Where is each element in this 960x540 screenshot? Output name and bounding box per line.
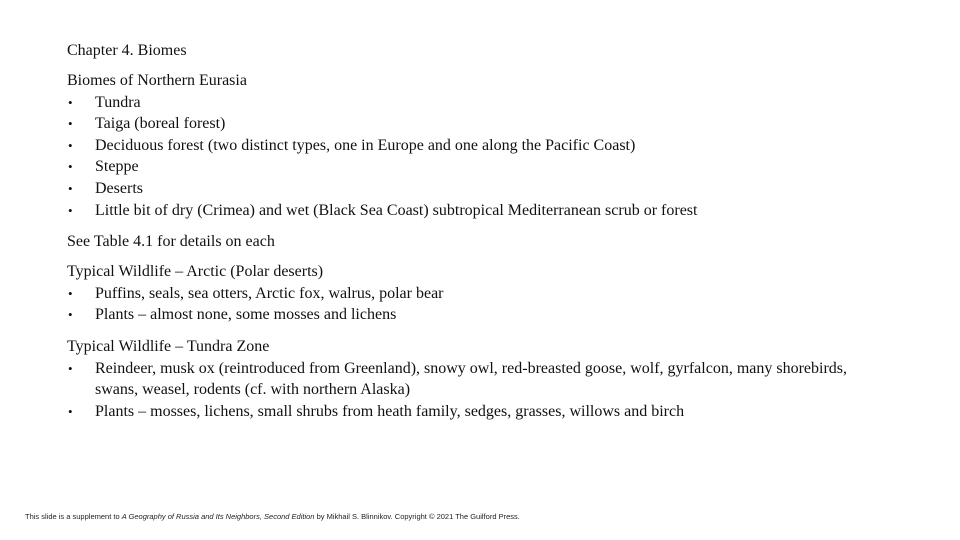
list-item-text: Puffins, seals, sea otters, Arctic fox, walrus, polar bear	[95, 284, 444, 302]
list-item	[67, 200, 867, 222]
section-heading: Typical Wildlife – Arctic (Polar deserts)	[67, 263, 324, 280]
section-tundra-wildlife	[67, 336, 867, 422]
table-reference-text: See Table 4.1 for details on each	[67, 233, 275, 250]
list-item-text: Plants – almost none, some mosses and lichens	[95, 306, 397, 324]
list-item-text: Plants – mosses, lichens, small shrubs from heath family, sedges, grasses, willows and birch	[95, 402, 685, 420]
list-item	[67, 156, 867, 178]
list-item	[67, 178, 867, 200]
list-item-text: Deciduous forest (two distinct types, one in Europe and one along the Pacific Coast)	[95, 136, 636, 154]
list-item-text: Steppe	[95, 158, 139, 176]
bullet-dot-icon: •	[68, 360, 73, 376]
section-heading: Typical Wildlife – Tundra Zone	[67, 338, 270, 355]
list-item	[67, 135, 867, 157]
footer-prefix: This slide is a supplement to	[25, 512, 122, 521]
bullet-list	[67, 92, 867, 222]
section-heading: Biomes of Northern Eurasia	[67, 72, 247, 89]
list-item	[67, 304, 867, 326]
bullet-dot-icon: •	[68, 137, 73, 153]
footer-suffix: by Mikhail S. Blinnikov. Copyright © 2021 The Guilford Press.	[314, 512, 520, 521]
section-arctic-wildlife	[67, 261, 867, 326]
list-item	[67, 401, 867, 423]
slide-title: Chapter 4. Biomes	[67, 42, 187, 59]
bullet-dot-icon: •	[68, 159, 73, 175]
list-item	[67, 113, 867, 135]
list-item-text: Deserts	[95, 179, 143, 197]
list-item	[67, 283, 867, 305]
section-biomes	[67, 70, 867, 221]
list-item-text: Tundra	[95, 93, 141, 111]
bullet-dot-icon: •	[68, 307, 73, 323]
bullet-list	[67, 283, 867, 326]
footer-book-title: A Geography of Russia and Its Neighbors, Second Edition	[121, 512, 315, 521]
list-item-text: Little bit of dry (Crimea) and wet (Black Sea Coast) subtropical Mediterranean scrub or forest	[95, 201, 698, 219]
bullet-dot-icon: •	[68, 116, 73, 132]
bullet-dot-icon: •	[68, 94, 73, 110]
bullet-dot-icon: •	[68, 285, 73, 301]
list-item-text: Reindeer, musk ox (reintroduced from Greenland), snowy owl, red-breasted goose, wolf, gyrfalcon, many shorebirds, swans, weasel, rodents (cf. with northern Alaska)	[95, 359, 848, 399]
bullet-dot-icon: •	[68, 202, 73, 218]
list-item	[67, 358, 867, 401]
list-item-text: Taiga (boreal forest)	[95, 115, 226, 133]
section-table-reference	[67, 231, 867, 253]
list-item	[67, 92, 867, 114]
bullet-list	[67, 358, 867, 423]
copyright-footer	[25, 512, 520, 522]
bullet-dot-icon: •	[68, 180, 73, 196]
bullet-dot-icon: •	[68, 403, 73, 419]
